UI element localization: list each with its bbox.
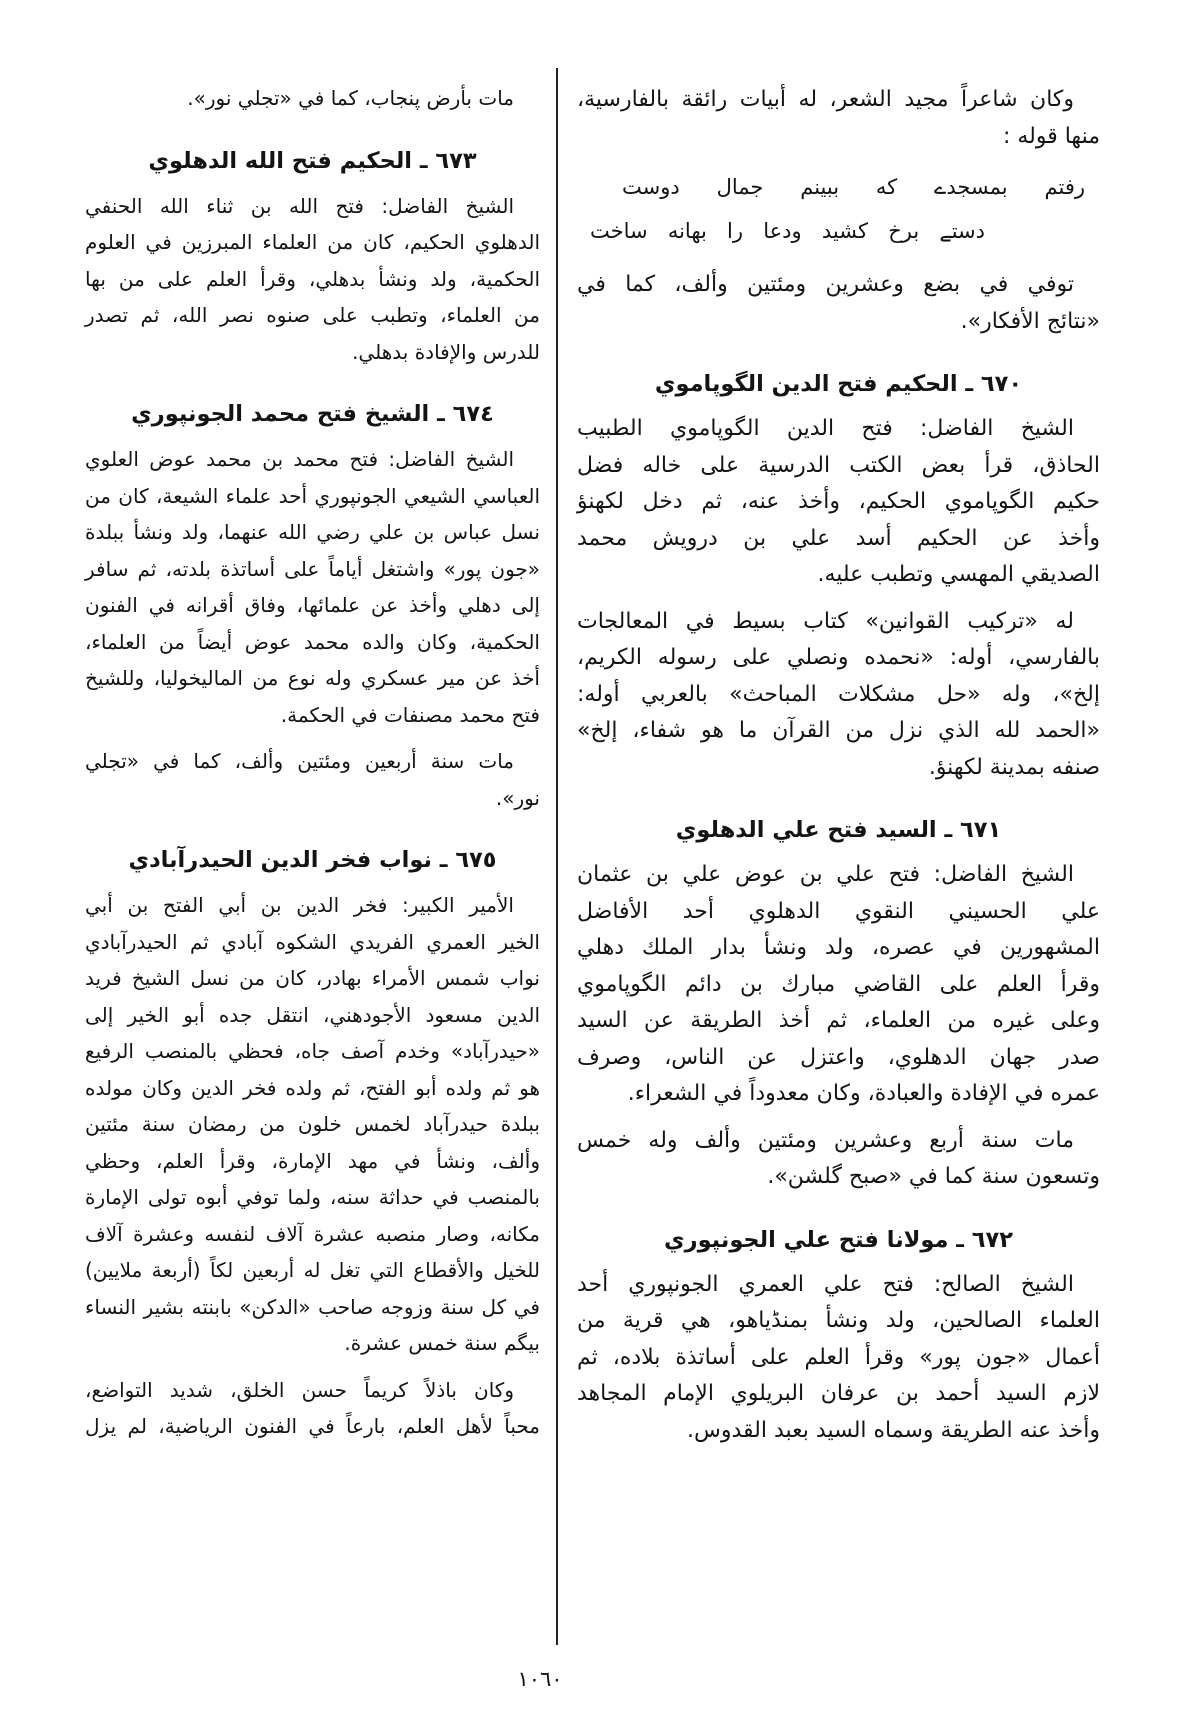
text-line: المشهورين في عصره، ولد ونشأ بدار الملك دهلي: [577, 935, 1100, 960]
text-line: وتسعون سنة كما في «صبح گلشن».: [767, 1164, 1100, 1189]
text-line: منها قوله :: [1002, 123, 1100, 149]
text-line: الصديقي المهسي وتطبب عليه.: [817, 562, 1100, 587]
text-line: محباً لأهل العلم، بارعاً في الفنون الرياضية، لم يزل: [85, 1414, 540, 1438]
text-line: له «تركيب القوانين» كتاب بسيط في المعالجات: [577, 608, 1074, 634]
text-line: وعلى غيره من العلماء، ثم أخذ الطريقة عن السيد: [577, 1008, 1100, 1033]
text-line: وأخذ عن الحكيم أسد علي بن درويش محمد: [577, 525, 1100, 551]
text-line: وأخذ عنه الطريقة وسماه السيد بعبد القدوس.: [687, 1417, 1100, 1443]
text-line: من العلماء، وتطبب على صنوه نصر الله، ثم تصدر: [85, 303, 540, 327]
text-line: الحكمية، وكان والده محمد عوض أيضاً من العلماء،: [85, 629, 540, 654]
entry-heading: ٦٧١ ـ السيد فتح علي الدهلوي: [675, 817, 1002, 843]
verse: [577, 165, 1100, 253]
paragraph: [577, 857, 1100, 1113]
paragraph: [577, 267, 1100, 340]
text-line: نواب شمس الأمراء بهادر، كان من نسل الشيخ فريد: [85, 966, 540, 990]
column-right: [577, 82, 1100, 1449]
paragraph: [85, 887, 540, 1362]
entry-heading: ٦٧٣ ـ الحكيم فتح الله الدهلوي: [148, 147, 477, 174]
entry-heading: ٦٧٥ ـ نواب فخر الدين الحيدرآبادي: [128, 847, 497, 873]
text-line: مات بأرض پنجاب، كما في «تجلي نور».: [187, 86, 514, 110]
text-line: وقرأ العلم على القاضي مبارك بن دائم الگوپاموي: [577, 971, 1100, 997]
paragraph: [85, 188, 540, 371]
paragraph: [577, 1123, 1100, 1196]
text-line: حكيم الگوپاموي الحكيم، وأخذ عنه، ثم دخل لكهنؤ: [577, 489, 1100, 514]
text-line: الشيخ الفاضل: فتح الدين الگوپاموي الطبيب: [577, 416, 1074, 441]
verse-line: دستے برخ كشيد ودعا را بهانه ساخت: [590, 219, 985, 243]
text-line: أعمال «جون پور» وقرأ العلم على أساتذة بلاده، ثم: [577, 1344, 1100, 1370]
paragraph: [85, 1372, 540, 1445]
text-line: صدر جهان الدهلوي، واعتزل عن الناس، وصرف: [577, 1044, 1100, 1070]
text-line: «الحمد لله الذي نزل من القرآن ما هو شفاء، إلخ»: [577, 718, 1100, 743]
text-line: الشيخ الفاضل: فتح الله بن ثناء الله الحنفي: [85, 193, 514, 218]
text-line: صنفه بمدينة لكهنؤ.: [928, 754, 1100, 780]
text-line: هو ثم ولده أبو الفتح، ثم ولده فخر الدين وكان مولده: [85, 1075, 540, 1100]
text-line: «جون پور» واشتغل أياماً على أساتذة بلدته، ثم سافر: [85, 556, 540, 581]
paragraph: [577, 604, 1100, 787]
text-line: مات سنة أربعين ومئتين وألف، كما في «تجلي: [85, 749, 514, 773]
text-line: الخير العمري الفريدي الشكوه آبادي ثم الحيدرآبادي: [85, 929, 540, 954]
text-line: «نتائج الأفكار».: [960, 308, 1100, 334]
entry-heading: ٦٧٠ ـ الحكيم فتح الدين الگوپاموي: [654, 371, 1023, 397]
text-line: ببلدة حيدرآباد لخمس خلون من رمضان سنة مئتين: [85, 1112, 540, 1136]
column-left: [85, 80, 540, 1445]
paragraph: [577, 411, 1100, 594]
paragraph: [85, 743, 540, 816]
text-line: مات سنة أربع وعشرين ومئتين وألف وله خمس: [577, 1127, 1074, 1153]
text-line: الحاذق، قرأ بعض الكتب الدرسية على خاله فضل: [577, 452, 1100, 478]
text-line: للخيل والأقطاع التي تغل له أربعين لكاً (أربعة ملايين): [85, 1258, 540, 1282]
text-line: الدين مسعود الأجودهني، انتقل جده أبو الخير إلى: [85, 1002, 540, 1027]
text-line: «حيدرآباد» وخدم آصف جاه، فحظي بالمنصب الرفيع: [85, 1039, 540, 1063]
paragraph: [577, 1267, 1100, 1450]
entry-heading: ٦٧٢ ـ مولانا فتح علي الجونپوري: [664, 1226, 1013, 1253]
text-line: نسل عباس بن علي رضي الله عنهما، ولد ونشأ ببلدة: [85, 520, 540, 544]
entry-heading: ٦٧٤ ـ الشيخ فتح محمد الجونپوري: [131, 401, 494, 427]
text-line: الشيخ الفاضل: فتح علي بن عوض علي بن عثمان: [577, 862, 1074, 887]
text-line: الشيخ الفاضل: فتح محمد بن محمد عوض العلوي: [85, 447, 514, 471]
text-line: علي الحسيني النقوي الدهلوي أحد الأفاضل: [577, 898, 1100, 924]
text-line: أخذ عن مير عسكري وله نوع من الماليخوليا، وللشيخ: [85, 666, 540, 690]
text-line: الحكمية، ولد ونشأ بدهلي، وقرأ العلم على من بها: [85, 266, 540, 291]
text-line: الأمير الكبير: فخر الدين بن أبي الفتح بن أبي: [85, 893, 514, 917]
text-line: بالفارسي، أوله: «نحمده ونصلي على رسوله الكريم،: [577, 645, 1100, 670]
text-line: بالمنصب في حداثة سنه، ولما توفي أبوه تولى الإمارة: [85, 1185, 540, 1209]
verse-line: رفتم بمسجدے كه ببينم جمال دوست: [622, 175, 1085, 199]
text-line: وكان شاعراً مجيد الشعر، له أبيات رائقة بالفارسية،: [577, 87, 1074, 112]
text-line: للدرس والإفادة بدهلي.: [352, 339, 540, 364]
text-line: الشيخ الصالح: فتح علي العمري الجونپوري أحد: [577, 1271, 1074, 1297]
text-line: في كل سنة وزوجه صاحب «الدكن» بابنته بشير النساء: [85, 1294, 540, 1319]
text-line: إلخ»، وله «حل مشكلات المباحث» بالعربي أوله:: [577, 681, 1100, 707]
paragraph: [85, 80, 540, 117]
text-line: وكان باذلاً كريماً حسن الخلق، شديد التواضع،: [85, 1377, 514, 1402]
text-line: بيگم سنة خمس عشرة.: [344, 1331, 540, 1355]
text-line: توفي في بضع وعشرين ومئتين وألف، كما في: [577, 272, 1074, 297]
column-divider: [556, 68, 558, 1645]
text-line: الدهلوي الحكيم، كان من العلماء المبرزين في العلوم: [85, 230, 540, 254]
text-line: عمره في الإفادة والعبادة، وكان معدوداً في الشعراء.: [627, 1081, 1100, 1106]
text-line: مكانه، وصار منصبه عشرة آلاف لنفسه وعشرة آلاف: [85, 1221, 540, 1246]
text-line: لازم السيد أحمد بن عرفان البريلوي الإمام المجاهد: [577, 1381, 1100, 1406]
paragraph: [85, 441, 540, 733]
text-line: نور».: [495, 785, 540, 810]
text-line: إلى دهلي وأخذ عن علمائها، وفاق أقرانه في الفنون: [85, 593, 540, 617]
text-line: العباسي الشيعي الجونپوري أحد علماء الشيعة، كان من: [85, 483, 540, 508]
text-line: العلماء الصالحين، ولد ونشأ بمنڈياهو، هي قرية من: [577, 1308, 1100, 1333]
text-line: فتح محمد مصنفات في الحكمة.: [280, 702, 540, 727]
text-line: وألف، ونشأ في مهد الإمارة، وقرأ العلم، وحظي: [85, 1148, 540, 1173]
page-number: ١٠٦٠: [517, 1667, 563, 1691]
paragraph: [577, 82, 1100, 155]
